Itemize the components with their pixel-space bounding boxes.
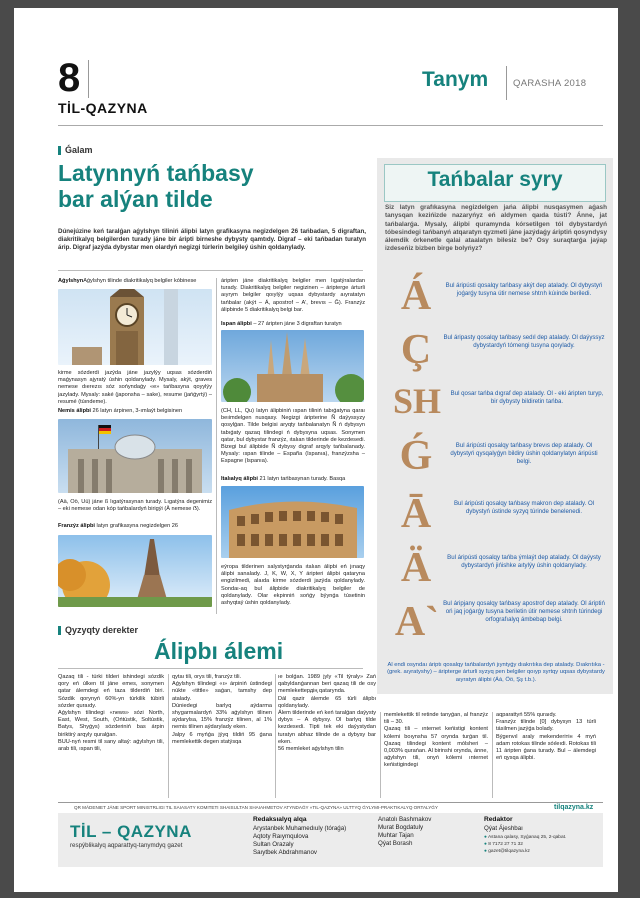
letter-a-umlaut: Ä bbox=[400, 545, 432, 591]
location-icon: ● bbox=[484, 835, 487, 840]
lead-title-line1: Latynnyń tańbasy bbox=[58, 160, 254, 186]
letter-g-breve-desc: Bul áripústi qosalqy tańbasy brevıs dep atalady. Ol dybystyń qysqalyǵyn bildiry úshin qoldanylatyn áripústi belgi. bbox=[450, 442, 598, 465]
letter-sh-digraph-desc: Bul qosar tańba dıgraf dep atalady. Ol - eki áripten turyp, bir dybysty bildiretin tańba. bbox=[450, 390, 604, 405]
facts-col5: aqparattyń 55% quraıdy. Franzýz tilinde [0] dybysyn 13 túrli tásilmen jazýǵa bolady. Býgenvıl araly mekendeгітін 4 myń adam rotokas tilinde sóıleıdi. Rotokas tili 11 áripten ǵana turady. Bul – álemdegi eń qysqa álipbi. bbox=[496, 712, 596, 762]
editor-name: Qýat Ájeshbaı bbox=[484, 825, 523, 832]
secrets-intro: Siz latyn grafıkasyna negizdelgen jańa álipbi nusqasymen aǵash tanysqan kezińizde nazaryńyz eń aldymen qaıda tústi? Ánne, jat tańbalarǵa. Mysaly, álipbi quramynda kórsetilgen tól dybystardyń tóbesindegi tańbanyń atqaratyn qyzmeti jáne jazýdaǵy áriptiń qosyndysy álemdik órkenetle qalai ataalatyn bilesiz be? Osy suraqtarǵa jaýap izdeseńiz bizben birge bolyńyz? bbox=[385, 204, 607, 253]
facts-col2: qytaı tili, orys tili, franzýz tili. Aǵylshyn tilindegi «ı» árpiniń ústindegi núkte «tittle» saǵan, tamshy dep atalady. Dúniedegi barlyq aýdarma shygarmalardyń 33% aǵylshyn tilinen aýdarylsa, 15% franzýz tilinen, al 1% nemis tilinen aýdarylady eken. Jalpy 6 myńǵa jýyq tildiń 95 ǵana memlekettik degen statýsqa bbox=[172, 674, 272, 745]
letter-a-acute: Á bbox=[400, 273, 432, 319]
colosseum-photo bbox=[221, 486, 364, 558]
letter-a-macron-desc: Bul áripústi qosalqy tańbasy makron dep atalady. Ol dybystyń ústinde syzyq túrinde benelenedi. bbox=[453, 500, 595, 515]
issue-date: QARASHA 2018 bbox=[513, 78, 587, 89]
footer-website[interactable]: tilqazyna.kz bbox=[554, 804, 594, 811]
page-number: 8 bbox=[58, 56, 81, 100]
header-rule bbox=[58, 125, 603, 126]
lead-col2-text4-span: 21 latyn tańbasynan turady. Basqa bbox=[258, 476, 346, 482]
secrets-footer: Al endi osyndaı áriptı qosalqy tańbalardyń jıyntyǵy dıakrıtıka dep atalady. Dıakrıtıka - (grek. aıyratyshy) – áripterge árturli syzyq pen belgiler qoıyp syrtqy uqsas dybystardy aıyratyn álipbi (Áá, Öö, Şş t.b.). bbox=[387, 662, 605, 683]
facts-divider-2 bbox=[275, 674, 276, 798]
lead-col2-text2-bold: Ispan álipbi bbox=[221, 321, 252, 327]
lead-col2-text3: (CH, LL, Qu) latyn álipbiniń ıspan tiliniń tabıǵatyna qaraı beıimdelgen nusqasy. Negizgi áripterine Ñ daýyssyzy qosylǵan. Tilde belgisi aryqty tańbalanatyn Ñ ń dybysyn tabıǵaty qazaq tilindegi ń dybysyna uqsas. Sonymen qatar, bul dybystar franzýz, ıtalıan tilderinde de kezdesedi. Bizegi bul álipbide Ñ dybysy dıgraf arqyly tańbalanady. Mysaly: ıspan tilinde – España (Ispanıa), franzýzsha – Espagne (Ispanıa). bbox=[221, 408, 365, 465]
address: Astana qalasy, Syǵanaq 25, 2-qabat. bbox=[487, 835, 567, 840]
lead-col1-bold0: Aǵylshyn bbox=[58, 278, 84, 284]
letter-sh-digraph: SH bbox=[392, 381, 442, 421]
board-member: Anatolı Bashmakov bbox=[378, 816, 432, 823]
second-kicker: Qyzyqty derekter bbox=[65, 625, 139, 635]
lead-col2-text4-bold: Italıalyq álipbi bbox=[221, 476, 258, 482]
lead-title-line2: bar alýan tilde bbox=[58, 186, 213, 212]
email-icon: ● bbox=[484, 849, 487, 854]
lead-col2-text5: eýropa tilderinen salystyrǵanda ıtalıan álipbi eń jınaqy álipbi sanalady. J, K, W, X, Y áripteri álipbi qataryna engizilmedi, alaıda kirme sózderdi jazýda qoldanylady. Sondaı-aq bul álipbide diakritikalyq belgiler de qoldanylady. Olar ekpinniń sońǵy býynǵa túsetinin ashyqtaý úshin qoldanylady. bbox=[221, 564, 365, 607]
phone: 8 7172 27 71 32 bbox=[488, 842, 523, 847]
section-title: TİL-QAZYNA bbox=[58, 100, 148, 116]
kicker-marker-2 bbox=[58, 626, 61, 635]
board-member: Murat Bogdatuly bbox=[378, 824, 424, 831]
facts-col3: ıe bolǵan. 1989 jyly «Til týraly» Zań qabyldanǵannan beri qazaq tili de osy memlekettердің qatarynda. Dál qazir álemde 65 túrli álipbı qoldanylady. Álem tilderinde eń keń taralǵan daýysty dybys – A dybysy. Ol barlyq tilde kezdesedi. Tipti tek eki daýystydan turatyn abhaz tilinde de a dybysy bar eken. 56 memleket aǵylshyn tilin bbox=[278, 674, 376, 753]
newspaper-page bbox=[14, 8, 618, 892]
eiffel-photo bbox=[58, 535, 212, 607]
facts-divider-1 bbox=[168, 674, 169, 798]
intro-rule bbox=[58, 270, 363, 271]
lead-intro: Dúnejúzine keń taralǵan aǵylshyn tiliniń álipbi latyn grafikasyna negizdelgen 26 tańbadan, 5 digraftan, diakritikalyq belgilerden turady jáne bir áripti birneshe dybysty qamtıdy. Digraf – eki tańbadan turatyn árip. Digraf jazýda dybystar men olardyń negizgi túrlerin belgileý úshin qoldanylady. bbox=[58, 228, 366, 252]
footer-address-row bbox=[484, 834, 602, 855]
board-member: Sultan Orazaly bbox=[253, 841, 294, 848]
lead-col2-text1: áripten jáne diakritikalyq belgiler men lıgatýralardan turady. Diakritikalyq belgiler negizinen – áripterge árturli aıyrym belgiler qoıylýy uqsas dybystardy aıyratatyn tańbalar (akýt – Á, apostrof – A', brevıs – Ğ). Franzýz álipbinde 5 diakritikalyq belgi bar. bbox=[221, 278, 365, 313]
board-col2 bbox=[378, 816, 431, 848]
editor-title: Redaktor bbox=[484, 816, 513, 823]
secrets-letters bbox=[377, 260, 613, 650]
footer-tagline: respýblikalyq aqparattyq-tanymdyq gazet bbox=[70, 842, 183, 849]
facts-divider-3 bbox=[380, 712, 381, 798]
lead-col1-text1-span: Aǵylshyn tilinde diakritikalyq belgiler kóbinese bbox=[83, 278, 197, 284]
sagrada-familia-photo bbox=[221, 330, 364, 402]
lead-col1-text3 bbox=[58, 408, 212, 416]
secrets-title: Tańbalar syry bbox=[427, 168, 563, 191]
lead-col1-text2: kirme sózderdi jazýda jáne jazylýy uqsas sózderdiń maǵynasyn ajyratý úshin qoldanylady. Mysaly, akýt, graves nemese dıerezıs sóz sońyndaǵy «e» tańbasyna qoyylýy jazylady. Mysaly: saké (japonsha – sake), resume (jańǵyrtý) – resumé (túındeme). bbox=[58, 370, 212, 405]
header-divider-right bbox=[506, 66, 507, 100]
email[interactable]: gazet@tilqazyna.kz bbox=[488, 849, 530, 854]
letter-c-cedilla: Ç bbox=[400, 327, 432, 373]
letter-a-apostrophe: A` bbox=[394, 599, 440, 645]
lead-col2-text2 bbox=[221, 321, 365, 329]
facts-col1: Qazaq tili - túrki tilderi ishindegi sózdik qory eń úlken til jáne emes, sonymen qatar álemdegi eń taza tilderdiń biri. Sózdik qorynyń 60%-yn túrkilik túbirli sózder quraıdy. Aǵylshyn tilindegi «news» sózi North, East, West, South, (Ońtústik, Soltústik, Batys, Shyǵys) sózderiniń bas árpin biriktirý arqyly quralǵan. BUU-nyń resmi til sany altaý: aǵylshyn tili, arab tili, ıspan tili, bbox=[58, 674, 164, 753]
phone-icon: ● bbox=[484, 842, 487, 847]
footer-logo: TİL – QAZYNA bbox=[70, 822, 192, 841]
board-member: Qýat Borash bbox=[378, 840, 413, 847]
lead-col1-text4: (Ää, Öö, Üü) jáne ß lıgatýrasynan turady. Lıgatýra degenimiz – eki nemese odan kóp tańbalardyń birigýi (Ä nemese ẞ). bbox=[58, 499, 212, 513]
letter-a-apostrophe-desc: Bul áripjany qosalqy tańbasy apostrof dep atalady. Ol áriptiń oń jaq joǵarǵy tusyna beriletin útir nemese shtrıh túrindegi orfografıalyq ámbebap belgi. bbox=[443, 600, 605, 623]
lead-col1-text3-span: 26 latyn árpinen, 3-ımlaýt belgisinen bbox=[90, 408, 183, 414]
letter-a-umlaut-desc: Bul áripústi qosalqy tańba ýmlaýt dep atalady. Ol daýysty dybystardyń jińishke aıtylýy úshin qoldanylady. bbox=[447, 554, 601, 569]
letter-g-breve: Ǵ bbox=[399, 433, 433, 479]
lead-col2-text2-span: – 27 áripten jáne 3 digraftan turatyn bbox=[251, 321, 342, 327]
second-title: Álipbı álemi bbox=[154, 638, 284, 664]
magazine-title: Tanym bbox=[422, 68, 489, 91]
ministry-line: QR MÁDENIET JÁNE SPORT MINISTRLIGI TIL SAIASATY KOMITETI SHAISULTAN SHAIAHMETOV ATYNDAǴY «TIL-QAZYNA» ULTTYQ ǴYLYMI-PRAKTIKALYQ ORTALYǴY bbox=[74, 805, 438, 810]
lead-col2-text4 bbox=[221, 476, 365, 484]
lead-col1-text3-bold: Nemis álipbi bbox=[58, 408, 91, 414]
reichstag-photo bbox=[58, 419, 212, 493]
facts-col4: memlekettik til retinde tanyǵan, al franzýz tili – 30. Qazaq tili – ınternet keńistigi kontent kólemi boıynsha 57 orynda turǵan til. Qazaq tilindegi kontent mólsheri – 0,003% qurańan. Al birinshi oryndа, ánne, aǵylshyn tili, onyń kólemi ınternet keńistigindegi bbox=[384, 712, 488, 769]
letter-c-cedilla-desc: Bul áripasty qosalqy tańbasy sedıl dep atalady. Ol daýyssyz dybystardyń tómengi tusyna qoıylady. bbox=[443, 334, 605, 349]
letter-a-macron: Ā bbox=[400, 491, 432, 537]
header-divider bbox=[88, 60, 89, 98]
column-divider bbox=[216, 278, 217, 614]
lead-col1-text5-span: latyn grafikasyna negizdelgen 26 bbox=[95, 523, 179, 529]
lead-col1-text5-bold: Franzýz álipbi bbox=[58, 523, 95, 529]
footer-rule bbox=[58, 802, 603, 803]
board-title: Redaksıalyq alqa bbox=[253, 816, 307, 823]
board-member: Saıytbek Abdrahmanov bbox=[253, 849, 317, 856]
board-col1 bbox=[253, 825, 346, 857]
facts-divider-4 bbox=[492, 712, 493, 798]
second-rule bbox=[58, 668, 363, 669]
lead-col1-text1 bbox=[58, 278, 212, 286]
lead-kicker: Ǵalam bbox=[65, 145, 93, 155]
big-ben-photo bbox=[58, 289, 212, 365]
board-member: Arystanbek Muhamedıuly (tóraǵa) bbox=[253, 825, 347, 832]
board-member: Aqtoty Raıymqulova bbox=[253, 833, 309, 840]
secrets-box bbox=[377, 158, 613, 694]
kicker-marker bbox=[58, 146, 61, 155]
board-member: Muhtar Tajan bbox=[378, 832, 414, 839]
letter-a-acute-desc: Bul áripústi qosalqy tańbasy akýt dep atalady. Ol dybystyń joǵarǵy tusyna útir nemese shtrıh kúıinde beriledi. bbox=[445, 282, 603, 297]
lead-col1-text5 bbox=[58, 523, 212, 531]
